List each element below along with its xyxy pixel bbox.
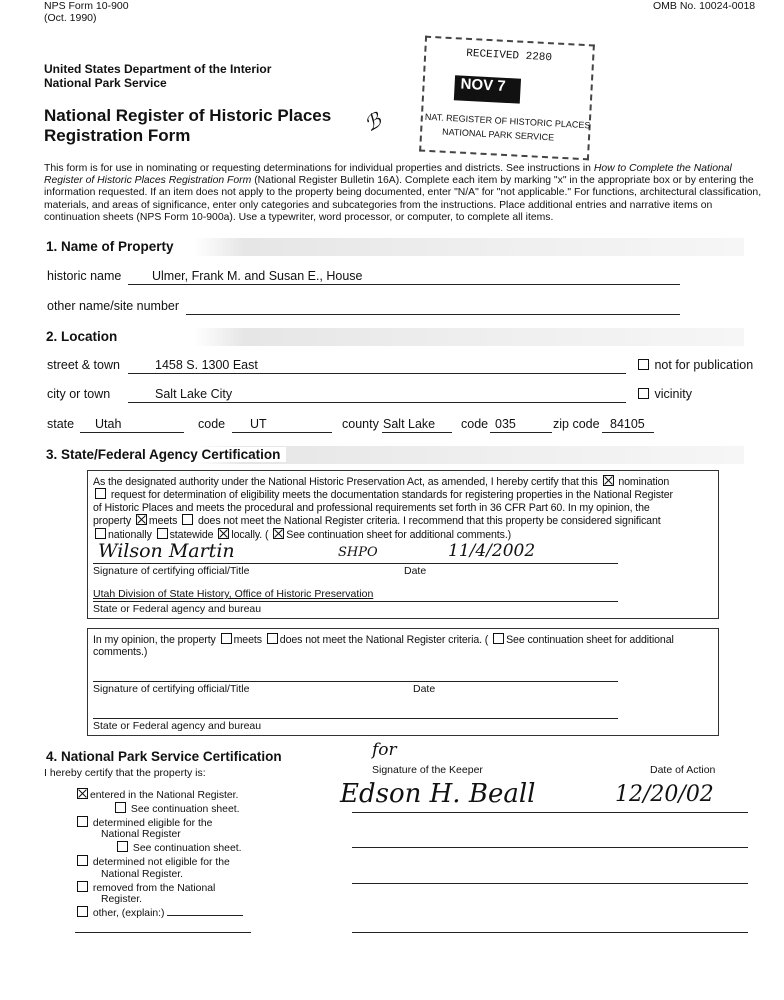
state-code-field[interactable]: UT: [250, 417, 267, 431]
for-handwriting: for: [372, 740, 397, 760]
nfp-label: not for publication: [654, 358, 754, 372]
other-name-field[interactable]: [186, 314, 680, 315]
action-date: 12/20/02: [615, 782, 714, 807]
city-field[interactable]: Salt Lake City: [155, 387, 233, 401]
see-continuation-1-checkbox[interactable]: [115, 802, 126, 813]
nps-options-list: entered in the National Register. See continuation sheet. determined eligible for the National Register See continuation sheet. determined not eligible for the National Register. removed from the National Register. other, (explain:): [75, 788, 243, 920]
does-not-meet-checkbox[interactable]: [182, 514, 193, 525]
see-continuation-2-checkbox[interactable]: [117, 841, 128, 852]
section-1-header: [44, 238, 744, 256]
certify-text: I hereby certify that the property is:: [44, 767, 206, 779]
statewide-checkbox[interactable]: [157, 528, 168, 539]
vicinity-checkbox[interactable]: [636, 387, 692, 401]
department: United States Department of the Interior: [44, 62, 272, 76]
b2-does-not-meet-checkbox[interactable]: [267, 633, 278, 644]
agency-field[interactable]: Utah Division of State History, Office of Historic Preservation: [93, 588, 374, 600]
keeper-signature: Edson H. Beall: [340, 779, 536, 809]
code-label: code: [198, 417, 226, 431]
signature-label: Signature of certifying official/Title: [93, 565, 250, 577]
state-label: state: [47, 417, 75, 431]
removed-checkbox[interactable]: [77, 881, 88, 892]
stamp-received: RECEIVED 2280: [465, 47, 553, 65]
continuation-checkbox[interactable]: [273, 528, 284, 539]
form-title-2: Registration Form: [44, 126, 191, 145]
date-label: Date: [404, 565, 427, 577]
nomination-checkbox[interactable]: [603, 475, 614, 486]
county-code-label: code: [461, 417, 489, 431]
keeper-label: Signature of the Keeper: [372, 764, 483, 776]
intro-paragraph: This form is for use in nominating or requesting determinations for individual properties and districts. See instructions in How to Complete the National Register of Historic Places Registration Form (National Register Bulletin 16A). Complete each item by marking "x" in the appropriate box or by entering the information requested. If an item does not apply to the property being documented, enter "N/A" for "not applicable." For functions, architectural classification, materials, and areas of significance, enter only categories and subcategories from the instructions. Place additional entries and narrative items on continuation sheets (NPS Form 10-900a). Use a typewriter, word processor, or computer, to complete all items.: [44, 163, 762, 223]
agency-label: State or Federal agency and bureau: [93, 603, 262, 615]
street-field[interactable]: 1458 S. 1300 East: [155, 358, 258, 372]
county-code-field[interactable]: 035: [495, 417, 516, 431]
opinion-box: In my opinion, the property meets does not meet the National Register criteria. ( See continuation sheet for additional comments.) Signature of certifying official/Title Date State or Federal agency and bureau: [87, 628, 719, 736]
historic-name-field[interactable]: Ulmer, Frank M. and Susan E., House: [152, 269, 363, 283]
section-heading: 1. Name of Property: [46, 239, 180, 254]
stamp-service: NATIONAL PARK SERVICE: [441, 126, 555, 143]
signature-date: 11/4/2002: [448, 541, 536, 561]
date-of-action-label: Date of Action: [650, 764, 716, 776]
section-heading: 4. National Park Service Certification: [46, 749, 288, 764]
zip-field[interactable]: 84105: [610, 417, 645, 431]
stamp-date: NOV 7: [454, 75, 521, 103]
street-label: street & town: [47, 358, 120, 372]
eligible-checkbox[interactable]: [77, 816, 88, 827]
not-for-publication-checkbox[interactable]: [636, 358, 753, 372]
received-stamp: [419, 36, 595, 161]
stamp-register: NAT. REGISTER OF HISTORIC PLACES: [424, 111, 591, 131]
locally-checkbox[interactable]: [218, 528, 229, 539]
state-field[interactable]: Utah: [95, 417, 122, 431]
b2-date-label: Date: [413, 683, 436, 695]
historic-name-label: historic name: [47, 269, 122, 283]
form-number: NPS Form 10-900: [44, 0, 129, 12]
city-label: city or town: [47, 387, 111, 401]
form-title-1: National Register of Historic Places: [44, 106, 332, 125]
other-explain-line[interactable]: [75, 932, 251, 933]
section-4-header: [44, 748, 304, 766]
b2-continuation-checkbox[interactable]: [493, 633, 504, 644]
official-signature: Wilson Martin: [98, 540, 235, 562]
b2-agency-label: State or Federal agency and bureau: [93, 720, 262, 732]
section-2-header: [44, 328, 744, 346]
section-heading: 3. State/Federal Agency Certification: [46, 447, 286, 462]
state-certification-box: As the designated authority under the National Historic Preservation Act, as amended, I hereby certify that this nomination request for determination of eligibility meets the documentation standards for registering properties in the National Register of Historic Places and meets the procedural and professional requirements set forth in 36 CFR Part 60. In my opinion, the property meets does not meet the National Register criteria. I recommend that this property be considered significant nationally statewide locally. ( See continuation sheet for additional comments.) Wilson Martin SHPO 11/4/2002 Signature of certifying official/Title Date Utah Division of State History, Office of Historic Preservation State or Federal agency and bureau: [87, 470, 719, 619]
section-3-header: [44, 446, 744, 464]
form-date: (Oct. 1990): [44, 12, 97, 24]
omb-number: OMB No. 10024-0018: [653, 0, 756, 12]
section-heading: 2. Location: [46, 329, 123, 344]
county-label: county: [342, 417, 379, 431]
handwritten-initials: ℬ: [360, 107, 386, 137]
meets-checkbox[interactable]: [136, 514, 147, 525]
not-eligible-checkbox[interactable]: [77, 855, 88, 866]
nationally-checkbox[interactable]: [95, 528, 106, 539]
b2-signature-label: Signature of certifying official/Title: [93, 683, 250, 695]
other-checkbox[interactable]: [77, 906, 88, 917]
entered-checkbox[interactable]: [77, 788, 88, 799]
vicinity-label: vicinity: [654, 387, 692, 401]
zip-label: zip code: [553, 417, 600, 431]
other-name-label: other name/site number: [47, 299, 180, 313]
request-checkbox[interactable]: [95, 488, 106, 499]
county-field[interactable]: Salt Lake: [383, 417, 436, 431]
service: National Park Service: [44, 76, 167, 90]
b2-meets-checkbox[interactable]: [221, 633, 232, 644]
official-title: SHPO: [338, 545, 378, 560]
